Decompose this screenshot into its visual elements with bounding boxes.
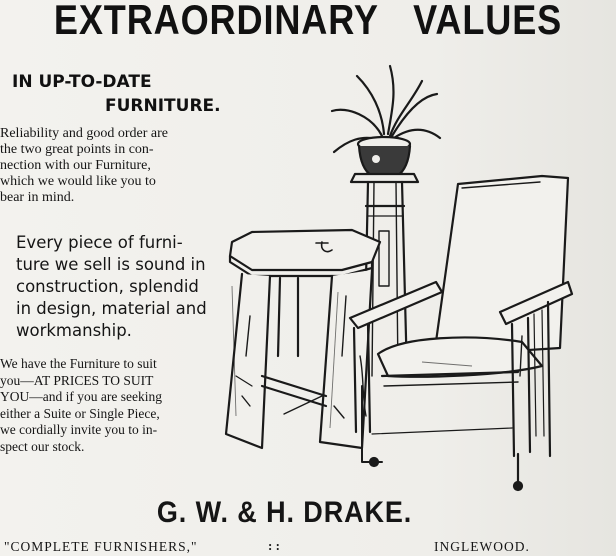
paragraph-line: Every piece of furni- xyxy=(16,233,183,252)
paragraph-line: bear in mind. xyxy=(0,190,75,205)
footer-location: INGLEWOOD. xyxy=(434,539,530,554)
furniture-illustration xyxy=(222,56,582,496)
subheading-line-1: IN UP-TO-DATE xyxy=(12,72,152,92)
reliability-paragraph xyxy=(0,126,220,206)
subheading-line-2: FURNITURE. xyxy=(105,96,221,116)
paragraph-line: in design, material and xyxy=(16,299,207,318)
footer-separator: : : xyxy=(268,538,280,553)
paragraph-line: which we would like you to xyxy=(0,174,156,189)
paragraph-line: you—AT PRICES TO SUIT xyxy=(0,372,154,388)
firm-name xyxy=(29,496,583,530)
invitation-paragraph xyxy=(0,356,222,455)
morris-chair-icon xyxy=(350,176,572,490)
quality-paragraph xyxy=(16,232,226,342)
side-table-icon xyxy=(226,230,380,448)
paragraph-line: nection with our Furniture, xyxy=(0,158,151,173)
footer-tagline: "COMPLETE FURNISHERS," xyxy=(4,539,198,554)
paragraph-line: ture we sell is sound in xyxy=(16,255,206,274)
paragraph-line: YOU—and if you are seeking xyxy=(0,389,162,404)
paragraph-line: spect our stock. xyxy=(0,438,85,454)
potted-plant-icon xyxy=(332,66,440,176)
headline: EXTRAORDINARY VALUES xyxy=(53,0,563,43)
paragraph-line: we cordially invite you to in- xyxy=(0,422,158,437)
paragraph-line: workmanship. xyxy=(16,321,132,340)
paragraph-line: either a Suite or Single Piece, xyxy=(0,405,160,421)
paragraph-line: We have the Furniture to suit xyxy=(0,356,157,371)
firm-name-text: G. W. & H. DRAKE. xyxy=(156,496,413,529)
paragraph-line: Reliability and good order are xyxy=(0,126,168,141)
paragraph-line: the two great points in con- xyxy=(0,142,154,157)
paragraph-line: construction, splendid xyxy=(16,277,199,296)
